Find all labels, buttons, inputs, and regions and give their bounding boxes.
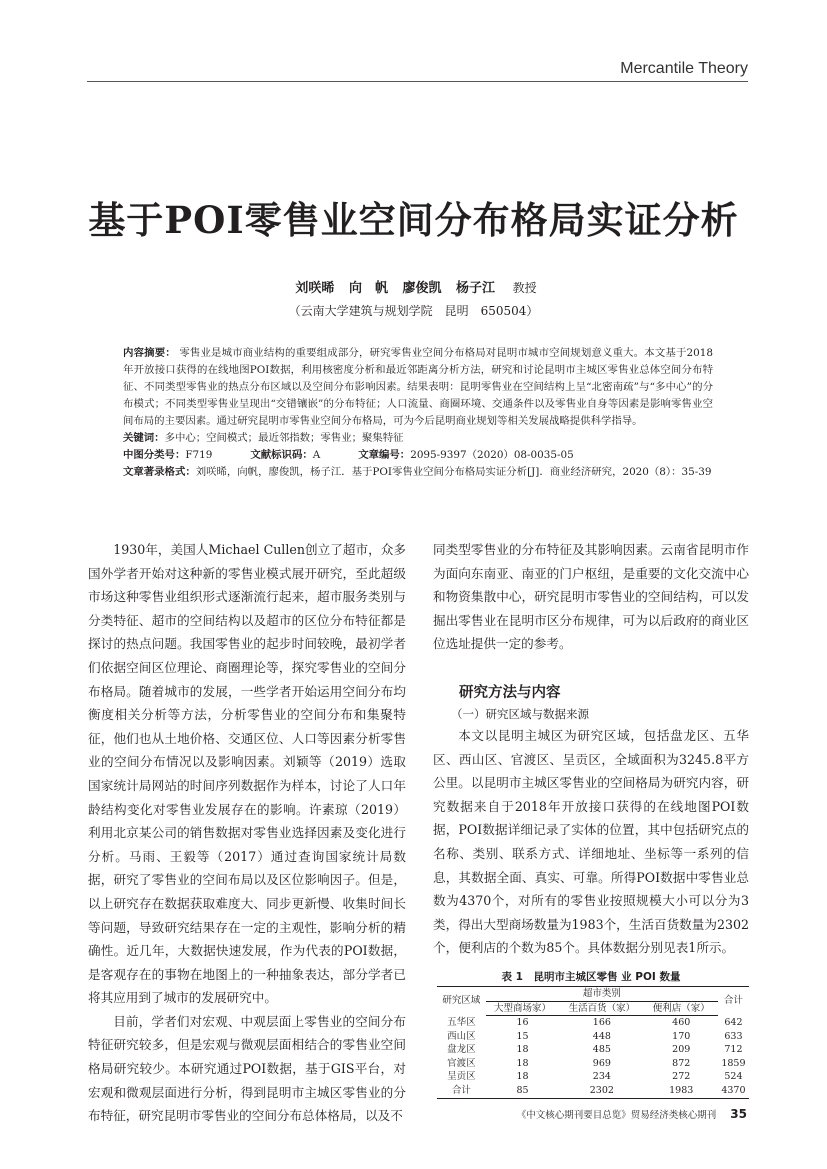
author: 杨子江 bbox=[456, 281, 496, 296]
table-cell: 524 bbox=[724, 1071, 743, 1083]
table-cell: 呈贡区 bbox=[447, 1071, 476, 1083]
table-row bbox=[437, 1016, 749, 1030]
table-caption: 表 1 昆明市主城区零售 业 POI 数量 bbox=[501, 970, 681, 983]
table-cell: 16 bbox=[516, 1017, 529, 1029]
journal-note: 《中文核心期刊要目总览》贸易经济类核心期刊 bbox=[516, 1110, 717, 1121]
doc-code: A bbox=[312, 449, 321, 461]
header-total: 合计 bbox=[723, 995, 743, 1007]
clc-number: F719 bbox=[185, 449, 213, 461]
table-row bbox=[437, 1057, 749, 1071]
table-cell: 合计 bbox=[451, 1085, 471, 1097]
keywords-label: 关键词： bbox=[123, 432, 165, 444]
header-group: 超市类别 bbox=[486, 986, 718, 1001]
author-line bbox=[0, 277, 827, 296]
right-column bbox=[433, 538, 749, 1099]
header-rule bbox=[87, 81, 748, 82]
table-cell: 西山区 bbox=[447, 1030, 476, 1042]
table-cell: 448 bbox=[592, 1030, 611, 1042]
poi-table bbox=[437, 986, 749, 1099]
left-column bbox=[88, 538, 406, 1128]
author: 刘咲晞 bbox=[295, 281, 335, 296]
table-cell: 485 bbox=[592, 1044, 611, 1056]
citation: 刘咲晞，向帆，廖俊凯，杨子江．基于POI零售业空间分布格局实证分析[J]．商业经济研究，2020（8）：35-39 bbox=[195, 466, 712, 478]
table-cell: 460 bbox=[672, 1017, 691, 1029]
author: 廖俊凯 bbox=[402, 281, 442, 296]
table-cell: 18 bbox=[516, 1071, 529, 1083]
abstract-text: 零售业是城市商业结构的重要组成部分，研究零售业空间分布格局对昆明市城市空间规划意义重大。本文基于2018年开放接口获得的在线地图POI数据，利用核密度分析和最近邻距离分析方法，研究和讨论昆明市主城区零售业总体空间分布特征、不同类型零售业的热点分布区域以及空间分布影响因素。结果表明：昆明零售业在空间结构上呈“北密南疏”与“多中心”的分布模式；不同类型零售业呈现出“交错镶嵌”的分布特征；人口流量、商圈环境、交通条件以及零售业自身等因素是影响零售业空间布局的主要因素。通过研究昆明市零售业空间分布格局，可为今后昆明商业规划等相关发展战略提供科学指导。 bbox=[123, 347, 713, 427]
section-heading: 研究方法与内容 bbox=[459, 684, 561, 701]
abstract-label: 内容摘要： bbox=[123, 347, 176, 359]
subsection-heading: （一）研究区域与数据来源 bbox=[451, 706, 589, 721]
subheader: 生活百货（家） bbox=[559, 1001, 644, 1016]
table-cell: 85 bbox=[516, 1085, 529, 1097]
article-no: 2095-9397（2020）08-0035-05 bbox=[410, 449, 574, 461]
table-cell: 官渡区 bbox=[447, 1057, 476, 1069]
affiliation: （云南大学建筑与规划学院 昆明 650504） bbox=[288, 304, 539, 318]
table-cell: 五华区 bbox=[447, 1016, 476, 1028]
table-row bbox=[437, 1043, 749, 1057]
table-cell: 166 bbox=[592, 1017, 611, 1029]
table-row bbox=[437, 1030, 749, 1044]
table-cell: 18 bbox=[516, 1044, 529, 1056]
table-cell: 234 bbox=[592, 1071, 611, 1083]
body-paragraph: 本文以昆明主城区为研究区域，包括盘龙区、五华区、西山区、官渡区、呈贡区，全域面积为3245.8平方公里。以昆明市主城区零售业的空间格局为研究内容，研究数据来自于2018年开放接口获得的在线地图POI数据，POI数据详细记录了实体的位置，其中包括研究点的名称、类别、联系方式、详细地址、坐标等一系列的信息，其数据全面、真实、可靠。所得POI数据中零售业总数为4370个，对所有的零售业按照规模大小可以分为3类，得出大型商场数量为1983个，生活百货数量为2302个，便利店的个数为85个。具体数据分别见表1所示。 bbox=[433, 727, 749, 956]
body-paragraph: 1930年，美国人Michael Cullen创立了超市，众多国外学者开始对这种新的零售业模式展开研究，至此超级市场这种零售业组织形式逐渐流行起来，超市服务类别与分类特征、超市的空间结构以及超市的区位分布特征都是探讨的热点问题。我国零售业的起步时间较晚，最初学者们依据空间区位理论、商圈理论等，探究零售业的空间分布格局。随着城市的发展，一些学者开始运用空间分布均衡度相关分析等方法，分析零售业的空间分布和集聚特征，他们也从土地价格、交通区位、人口等因素分析零售业的空间分布情况以及影响因素。刘颖等（2019）选取国家统计局网站的时间序列数据作为样本，讨论了人口年龄结构变化对零售业发展存在的影响。许素琼（2019）利用北京某公司的销售数据对零售业选择因素及变化进行分析。马雨、王毅等（2017）通过查询国家统计局数据，研究了零售业的空间布局以及区位影响因子。但是，以上研究存在数据获取难度大、同步更新慢、收集时间长等问题，导致研究结果存在一定的主观性，影响分析的精确性。近几年，大数据快速发展，作为代表的POI数据，是客观存在的事物在地图上的一种抽象表达，部分学者已将其应用到了城市的发展研究中。 bbox=[88, 542, 406, 1006]
clc-label: 中图分类号： bbox=[123, 449, 186, 461]
running-header: Mercantile Theory bbox=[620, 60, 748, 77]
table-cell: 2302 bbox=[589, 1085, 614, 1097]
table-cell: 盘龙区 bbox=[447, 1044, 476, 1056]
citation-label: 文章著录格式： bbox=[123, 466, 196, 478]
table-cell: 4370 bbox=[721, 1085, 746, 1097]
article-title: 基于POI零售业空间分布格局实证分析 bbox=[88, 198, 739, 242]
table-cell: 272 bbox=[672, 1071, 691, 1083]
abstract-block bbox=[123, 345, 713, 481]
keywords: 多中心；空间模式；最近邻指数；零售业；聚集特征 bbox=[164, 432, 404, 444]
table-cell: 15 bbox=[516, 1030, 529, 1042]
author-title: 教授 bbox=[512, 281, 537, 295]
table-cell: 1859 bbox=[721, 1057, 746, 1069]
doc-code-label: 文献标识码： bbox=[250, 449, 313, 461]
subheader: 便利店（家） bbox=[645, 1001, 718, 1016]
author: 向 帆 bbox=[348, 281, 388, 296]
body-paragraph: 目前，学者们对宏观、中观层面上零售业的空间分布特征研究较多，但是宏观与微观层面相结合的零售业空间格局研究较少。本研究通过POI数据，基于GIS平台，对宏观和微观层面进行分析，得到昆明市主城区零售业的分布特征，研究昆明市零售业的空间分布总体格局，以及不 bbox=[88, 1013, 406, 1124]
table-cell: 872 bbox=[672, 1057, 691, 1069]
table-cell: 712 bbox=[724, 1044, 743, 1056]
table-cell: 969 bbox=[592, 1057, 611, 1069]
article-no-label: 文章编号： bbox=[358, 449, 411, 461]
subheader: 大型商场家） bbox=[486, 1001, 559, 1016]
table-row bbox=[437, 1084, 749, 1098]
table-cell: 1983 bbox=[669, 1085, 694, 1097]
table-row bbox=[437, 1070, 749, 1084]
table-cell: 209 bbox=[672, 1044, 691, 1056]
table-cell: 170 bbox=[672, 1030, 691, 1042]
table-cell: 642 bbox=[724, 1016, 743, 1028]
table-cell: 18 bbox=[516, 1057, 529, 1069]
header-region: 研究区域 bbox=[442, 995, 481, 1007]
table-cell: 633 bbox=[724, 1030, 743, 1042]
page-number: 35 bbox=[730, 1107, 747, 1121]
page-footer bbox=[517, 1107, 747, 1121]
body-paragraph: 同类型零售业的分布特征及其影响因素。云南省昆明市作为面向东南亚、南亚的门户枢纽，是重要的文化交流中心和物资集散中心，研究昆明市零售业的空间结构，可以发掘出零售业在昆明市区分布规律，可为以后政府的商业区位选址提供一定的参考。 bbox=[433, 542, 749, 652]
